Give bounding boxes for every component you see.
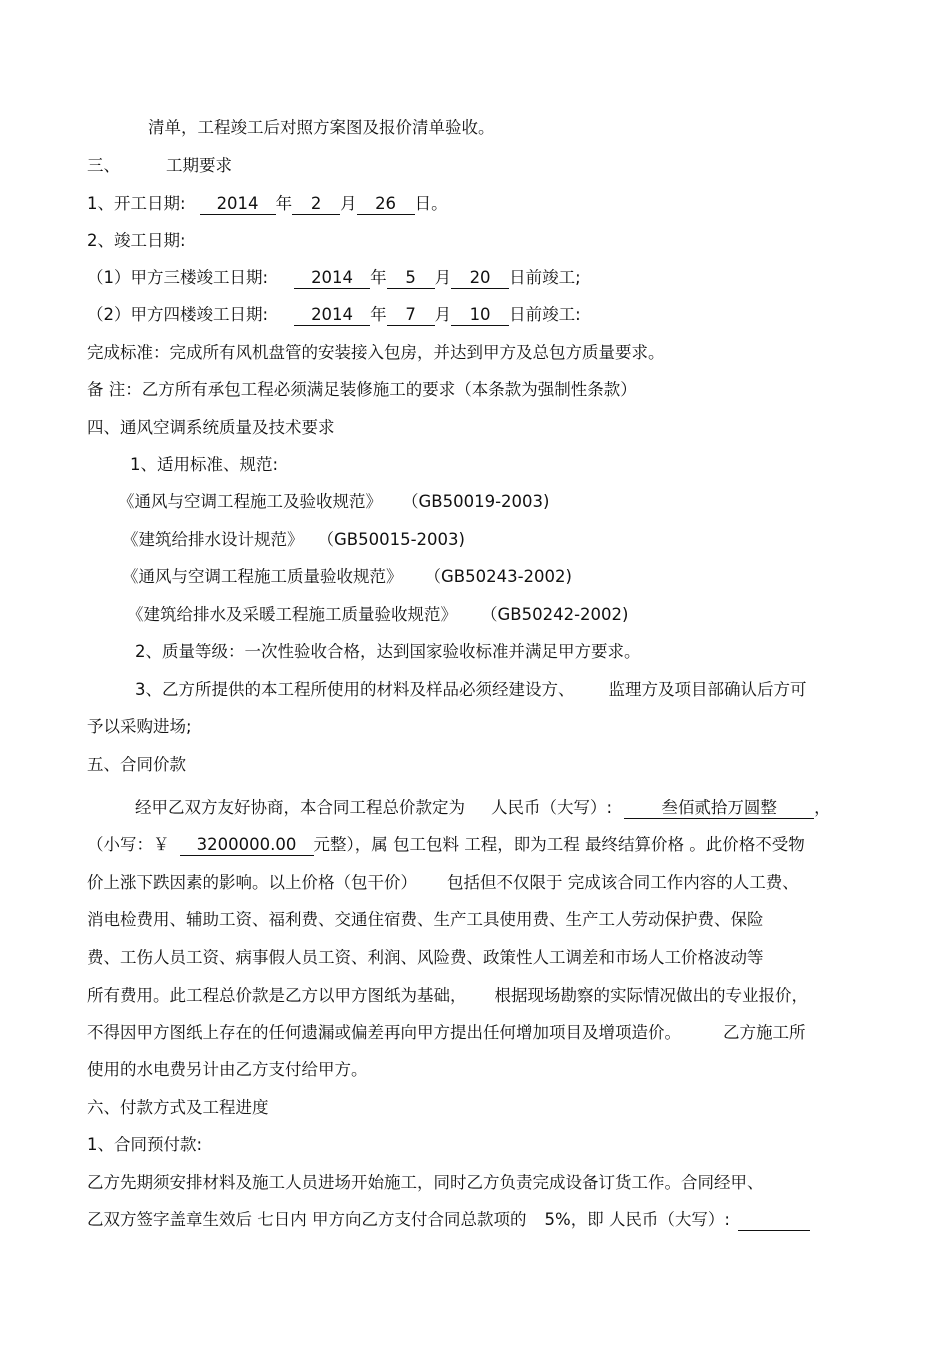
section-heading (87, 1096, 269, 1120)
paragraph-text: 完成标准：完成所有风机盘管的安装接入包房，并达到甲方及总包方质量要求。 (87, 343, 665, 362)
unit: 年 (275, 194, 293, 213)
standard-code: （GB50243-2002) (424, 567, 572, 586)
paragraph-text: 3、乙方所提供的本工程所使用的材料及样品必须经建设方、 (135, 680, 575, 699)
paragraph-text: 所有费用。此工程总价款是乙方以甲方图纸为基础， (87, 986, 467, 1005)
paragraph-text: 监理方及项目部确认后方可 (608, 680, 807, 699)
paragraph-text: 清单，工程竣工后对照方案图及报价清单验收。 (148, 118, 495, 137)
label: ，即 人民币（大写）: (570, 1210, 730, 1229)
text-line (87, 378, 637, 402)
text-line (87, 946, 764, 970)
label: 1、开工日期: (87, 194, 186, 213)
text-line (135, 678, 807, 702)
standard-item (127, 603, 628, 627)
paragraph-text: 乙方先期须安排材料及施工人员进场开始施工，同时乙方负责完成设备订货工作。合同经甲、 (87, 1173, 764, 1192)
paragraph-text: 乙方施工所 (723, 1023, 806, 1042)
paragraph-text: 经甲乙双方友好协商，本合同工程总价款定为 (135, 798, 465, 817)
year-field: 2014 (294, 268, 370, 289)
punctuation: ， (814, 798, 831, 817)
text-line (87, 341, 665, 365)
prepayment-line (87, 1208, 810, 1232)
standard-item (122, 565, 572, 589)
unit: 月 (340, 194, 357, 213)
text-line (130, 453, 278, 477)
standard-item (118, 490, 549, 514)
unit: 日。 (414, 194, 448, 213)
start-date-line (87, 192, 448, 216)
unit: 日前竣工: (509, 305, 581, 324)
day-field: 20 (451, 268, 509, 289)
section-heading (87, 416, 335, 440)
label: 人民币（大写）: (491, 798, 613, 817)
year-field: 2014 (294, 305, 370, 326)
paragraph-text: 1、适用标准、规范: (130, 455, 279, 474)
paragraph-text: 2、竣工日期: (87, 231, 186, 250)
text-line (87, 1021, 806, 1045)
text-line (87, 984, 808, 1008)
unit: 年 (370, 268, 387, 287)
paragraph-text: 包括但不仅限于 完成该合同工作内容的人工费、 (447, 873, 799, 892)
month-field: 7 (387, 305, 435, 326)
text-line (87, 1171, 764, 1195)
paragraph-text: 2、质量等级：一次性验收合格，达到国家验收标准并满足甲方要求。 (135, 642, 641, 661)
paragraph-text: 使用的水电费另计由乙方支付给甲方。 (87, 1060, 368, 1079)
start-month-field: 2 (292, 194, 340, 215)
text-line (87, 715, 192, 739)
amount-in-words-field: 叁佰贰拾万圆整 (624, 798, 814, 819)
text-line (87, 871, 799, 895)
unit: 月 (434, 268, 452, 287)
percentage-value: 5% (544, 1210, 571, 1229)
month-field: 5 (387, 268, 435, 289)
standard-code: （GB50015-2003) (317, 530, 465, 549)
contract-price-line (135, 796, 831, 820)
paragraph-text: 备 注：乙方所有承包工程必须满足装修施工的要求（本条款为强制性条款） (87, 380, 637, 399)
paragraph-text: 乙双方签字盖章生效后 七日内 甲方向乙方支付合同总款项的 (87, 1210, 527, 1229)
unit: 年 (370, 305, 387, 324)
section-number: 三、 (87, 156, 120, 175)
text-line (87, 908, 764, 932)
section-title: 四、通风空调系统质量及技术要求 (87, 418, 335, 437)
label: （1）甲方三楼竣工日期: (87, 268, 269, 287)
section-title: 五、合同价款 (87, 755, 186, 774)
standard-code: （GB50242-2002) (481, 605, 629, 624)
text-line (135, 640, 641, 664)
paragraph-text: 根据现场勘察的实际情况做出的专业报价， (494, 986, 808, 1005)
contract-price-line (87, 833, 805, 857)
standard-name: 《通风与空调工程施工质量验收规范》 (122, 567, 403, 586)
standard-item (122, 528, 465, 552)
completion-date-line-3f (87, 266, 581, 290)
section-title: 工期要求 (166, 156, 232, 175)
day-field: 10 (451, 305, 509, 326)
text-line (148, 116, 495, 140)
label: （小写：￥ (87, 835, 170, 854)
paragraph-text: 费、工伤人员工资、病事假人员工资、利润、风险费、政策性人工调差和市场人工价格波动等 (87, 948, 764, 967)
text-line (87, 1133, 202, 1157)
unit: 月 (434, 305, 452, 324)
label: （2）甲方四楼竣工日期: (87, 305, 269, 324)
section-heading (87, 753, 186, 777)
paragraph-text: 予以采购进场; (87, 717, 192, 736)
unit: 日前竣工; (509, 268, 581, 287)
amount-in-figures-field: 3200000.00 (180, 835, 314, 856)
paragraph-text: 不得因甲方图纸上存在的任何遗漏或偏差再向甲方提出任何增加项目及增项造价。 (87, 1023, 681, 1042)
paragraph-text: 元整），属 包工包料 工程，即为工程 最终结算价格 。此价格不受物 (313, 835, 805, 854)
completion-date-line-4f (87, 303, 581, 327)
text-line (87, 1058, 368, 1082)
standard-name: 《建筑给排水及采暖工程施工质量验收规范》 (127, 605, 457, 624)
paragraph-text: 价上涨下跌因素的影响。以上价格（包干价） (87, 873, 417, 892)
paragraph-text: 消电检费用、辅助工资、福利费、交通住宿费、生产工具使用费、生产工人劳动保护费、保险 (87, 910, 764, 929)
standard-name: 《通风与空调工程施工及验收规范》 (118, 492, 382, 511)
standard-name: 《建筑给排水设计规范》 (122, 530, 304, 549)
amount-blank-field (738, 1210, 810, 1231)
paragraph-text: 1、合同预付款: (87, 1135, 203, 1154)
section-heading (87, 154, 232, 178)
section-title: 六、付款方式及工程进度 (87, 1098, 269, 1117)
start-year-field: 2014 (200, 194, 276, 215)
text-line (87, 229, 186, 253)
start-day-field: 26 (357, 194, 415, 215)
standard-code: （GB50019-2003) (402, 492, 550, 511)
